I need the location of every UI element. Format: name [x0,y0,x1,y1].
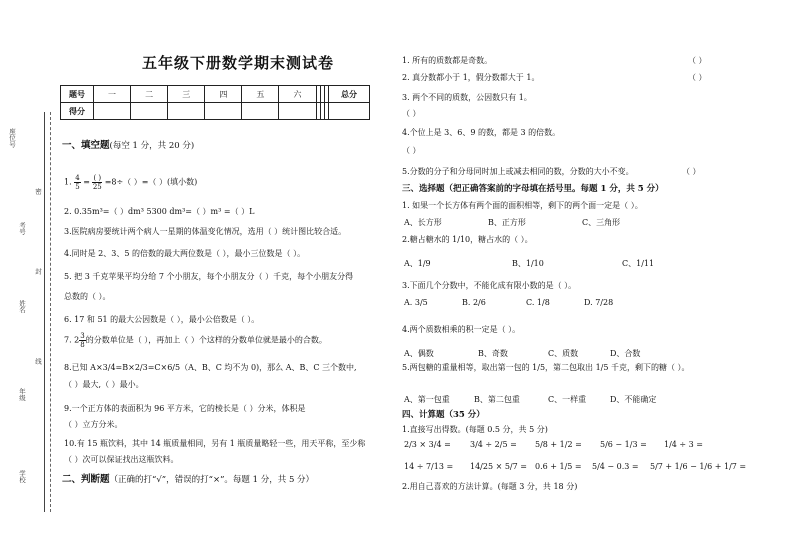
judge-2: 2. 真分数都小于 1，假分数都大于 1。 [402,73,540,82]
question-9-line-1: 9.一个正方体的表面积为 96 平方米，它的棱长是（ ）分米，体积是 [64,404,306,413]
question-6: 6. 17 和 51 的最大公因数是（ ），最小公倍数是（ ）。 [64,315,260,324]
seal-line [50,112,51,512]
choice-4-option-a[interactable]: A、偶数 [404,349,434,358]
question-1-rest: =8÷（ ）=（ ）(填小数) [104,177,198,187]
calc-item: 1/4 ÷ 3 = [664,440,703,449]
score-header-cell: 三 [168,86,205,103]
question-1: 1. $\frac{4}{5}$ = $\frac{( )}{25}$ =8÷（ ）=（ ）(填小数) [64,174,198,191]
section-4-heading: 四、计算题（35 分） [402,410,485,420]
choice-3-option-d[interactable]: D. 7/28 [584,298,614,307]
name-label: 姓名 [18,300,26,313]
seat-label: 座位号 [8,128,16,148]
section-2-title: 二、判断题 [62,474,110,485]
score-value-cell: 得分 [61,103,94,120]
question-3: 3.医院病房要统计两个病人一星期的体温变化情况，选用（ ）统计图比较合适。 [64,227,347,236]
score-value-cell[interactable] [168,103,205,120]
question-7: 7. 2 $\frac{3}{8}$ 的分数单位是（ ），再加上（ ）个这样的分数单位就是最小的合数。 [64,332,327,349]
choice-2-option-c[interactable]: C、1/11 [622,259,655,268]
calc-part-1: 1.直接写出得数。(每题 0.5 分，共 5 分) [402,425,548,434]
score-header-row [61,86,370,103]
fraction-3-8: $\frac{3}{8}$ [80,332,85,349]
choice-1: 1. 如果一个长方体有两个面的面积相等，剩下的两个面一定是（ ）。 [402,201,643,210]
judge-4: 4.个位上是 3、6、9 的数，都是 3 的倍数。 [402,128,561,137]
calc-item: 5/8 + 1/2 = [535,440,582,449]
question-4: 4.同时是 2、3、5 的倍数的最大两位数是（ ），最小三位数是（ ）。 [64,249,306,258]
calc-item: 2/3 × 3/4 = [404,440,451,449]
judge-1-blank[interactable]: （ ） [688,56,707,65]
score-table [60,85,370,120]
choice-3: 3.下面几个分数中，不能化成有限小数的是（ ）。 [402,281,577,290]
seal-char-2: 封 [34,268,42,275]
choice-4-option-d[interactable]: D、合数 [610,349,641,358]
question-8-line-1: 8.已知 A×3/4=B×2/3=C×6/5（A、B、C 均不为 0)，那么 A、B、C 三个数中, [64,363,357,372]
seal-char-3: 线 [34,358,42,365]
score-header-cell: 一 [94,86,131,103]
score-value-cell[interactable] [329,103,370,120]
choice-2: 2.糖占糖水的 1/10，糖占水的（ ）。 [402,235,533,244]
choice-1-option-b[interactable]: B、正方形 [488,218,526,227]
choice-3-option-c[interactable]: C. 1/8 [526,298,550,307]
choice-5-option-a[interactable]: A、第一包重 [404,395,450,404]
score-value-row [61,103,370,120]
choice-5-option-d[interactable]: D、不能确定 [610,395,657,404]
calc-item: 3/4 ÷ 2/5 = [470,440,517,449]
choice-2-option-a[interactable]: A、1/9 [404,259,431,268]
judge-1: 1. 所有的质数都是奇数。 [402,56,493,65]
fraction-blank-25: $\frac{( )}{25}$ [92,174,102,191]
choice-1-option-a[interactable]: A、长方形 [404,218,442,227]
choice-5-option-c[interactable]: C、一样重 [548,395,587,404]
judge-3: 3. 两个不同的质数，公因数只有 1。 [402,93,532,102]
calc-item: 5/6 − 1/3 = [600,440,647,449]
judge-4-blank[interactable]: （ ） [402,146,421,155]
judge-5-blank[interactable]: （ ） [682,167,701,176]
calc-item: 0.6 + 1/5 = [535,462,582,471]
score-value-cell[interactable] [205,103,242,120]
calc-item: 14 ÷ 7/13 = [404,462,454,471]
section-1-title: 一、填空题 [62,140,110,151]
score-value-cell[interactable] [131,103,168,120]
score-header-cell: 六 [279,86,316,103]
score-value-cell[interactable] [94,103,131,120]
fraction-4-5: $\frac{4}{5}$ [75,174,80,191]
judge-3-blank[interactable]: （ ） [402,109,421,118]
score-value-cell[interactable] [279,103,316,120]
choice-3-option-a[interactable]: A. 3/5 [404,298,428,307]
section-1-note: (每空 1 分，共 20 分) [109,141,195,151]
kaohao-label: 考号 [18,222,26,235]
judge-5: 5.分数的分子和分母同时加上或减去相同的数，分数的大小不变。 [402,167,634,176]
score-header-cell: 题号 [61,86,94,103]
choice-1-option-c[interactable]: C、三角形 [582,218,621,227]
question-2: 2. 0.35m³=（ ）dm³ 5300 dm³=（ ）m³ =（ ）L [64,207,255,216]
choice-4: 4.两个质数相乘的积一定是（ ）。 [402,325,521,334]
choice-5-option-b[interactable]: B、第二包重 [474,395,520,404]
judge-2-blank[interactable]: （ ） [688,73,707,82]
page-title: 五年级下册数学期末测试卷 [142,54,335,72]
choice-2-option-b[interactable]: B、1/10 [512,259,544,268]
section-1-heading [62,137,194,151]
grade-label: 年级 [18,388,26,401]
question-10-line-1: 10.有 15 瓶饮料，其中 14 瓶质量相同，另有 1 瓶质量略轻一些，用天平称，至少称 [64,439,366,448]
section-2-heading [62,471,314,485]
score-header-cell: 二 [131,86,168,103]
calc-item: 14/25 × 5/7 = [470,462,527,471]
choice-5: 5.两包糖的重量相等，取出第一包的 1/5，第二包取出 1/5 千克，剩下的糖（ ）。 [402,363,690,372]
calc-item: 5/7 + 1/6 − 1/6 + 1/7 = [650,462,747,471]
school-label: 学校 [18,470,26,483]
score-value-cell[interactable] [242,103,279,120]
score-header-cell: 五 [242,86,279,103]
calc-item: 5/4 − 0.3 = [592,462,639,471]
choice-3-option-b[interactable]: B. 2/6 [462,298,486,307]
question-8-line-2: （ ）最大,（ ）最小。 [64,380,144,389]
seal-char-1: 密 [34,188,42,195]
question-9-line-2: （ ）立方分米。 [64,420,123,429]
question-5-line-2: 总数的（ ）。 [64,292,111,301]
score-total-cell: 总分 [329,86,370,103]
binding-line [44,112,45,512]
score-header-cell: 四 [205,86,242,103]
choice-4-option-b[interactable]: B、奇数 [478,349,508,358]
section-3-heading: 三、选择题（把正确答案前的字母填在括号里。每题 1 分，共 5 分） [402,184,664,194]
choice-4-option-c[interactable]: C、质数 [548,349,579,358]
section-2-note: （正确的打“√”，错误的打“×”。每题 1 分，共 5 分） [109,475,315,485]
question-5-line-1: 5. 把 3 千克苹果平均分给 7 个小朋友，每个小朋友分（ ）千克，每个小朋友分得 [64,272,354,281]
calc-part-2: 2.用自己喜欢的方法计算。(每题 3 分，共 18 分) [402,482,578,491]
question-10-line-2: （ ）次可以保证找出这瓶饮料。 [64,455,179,464]
